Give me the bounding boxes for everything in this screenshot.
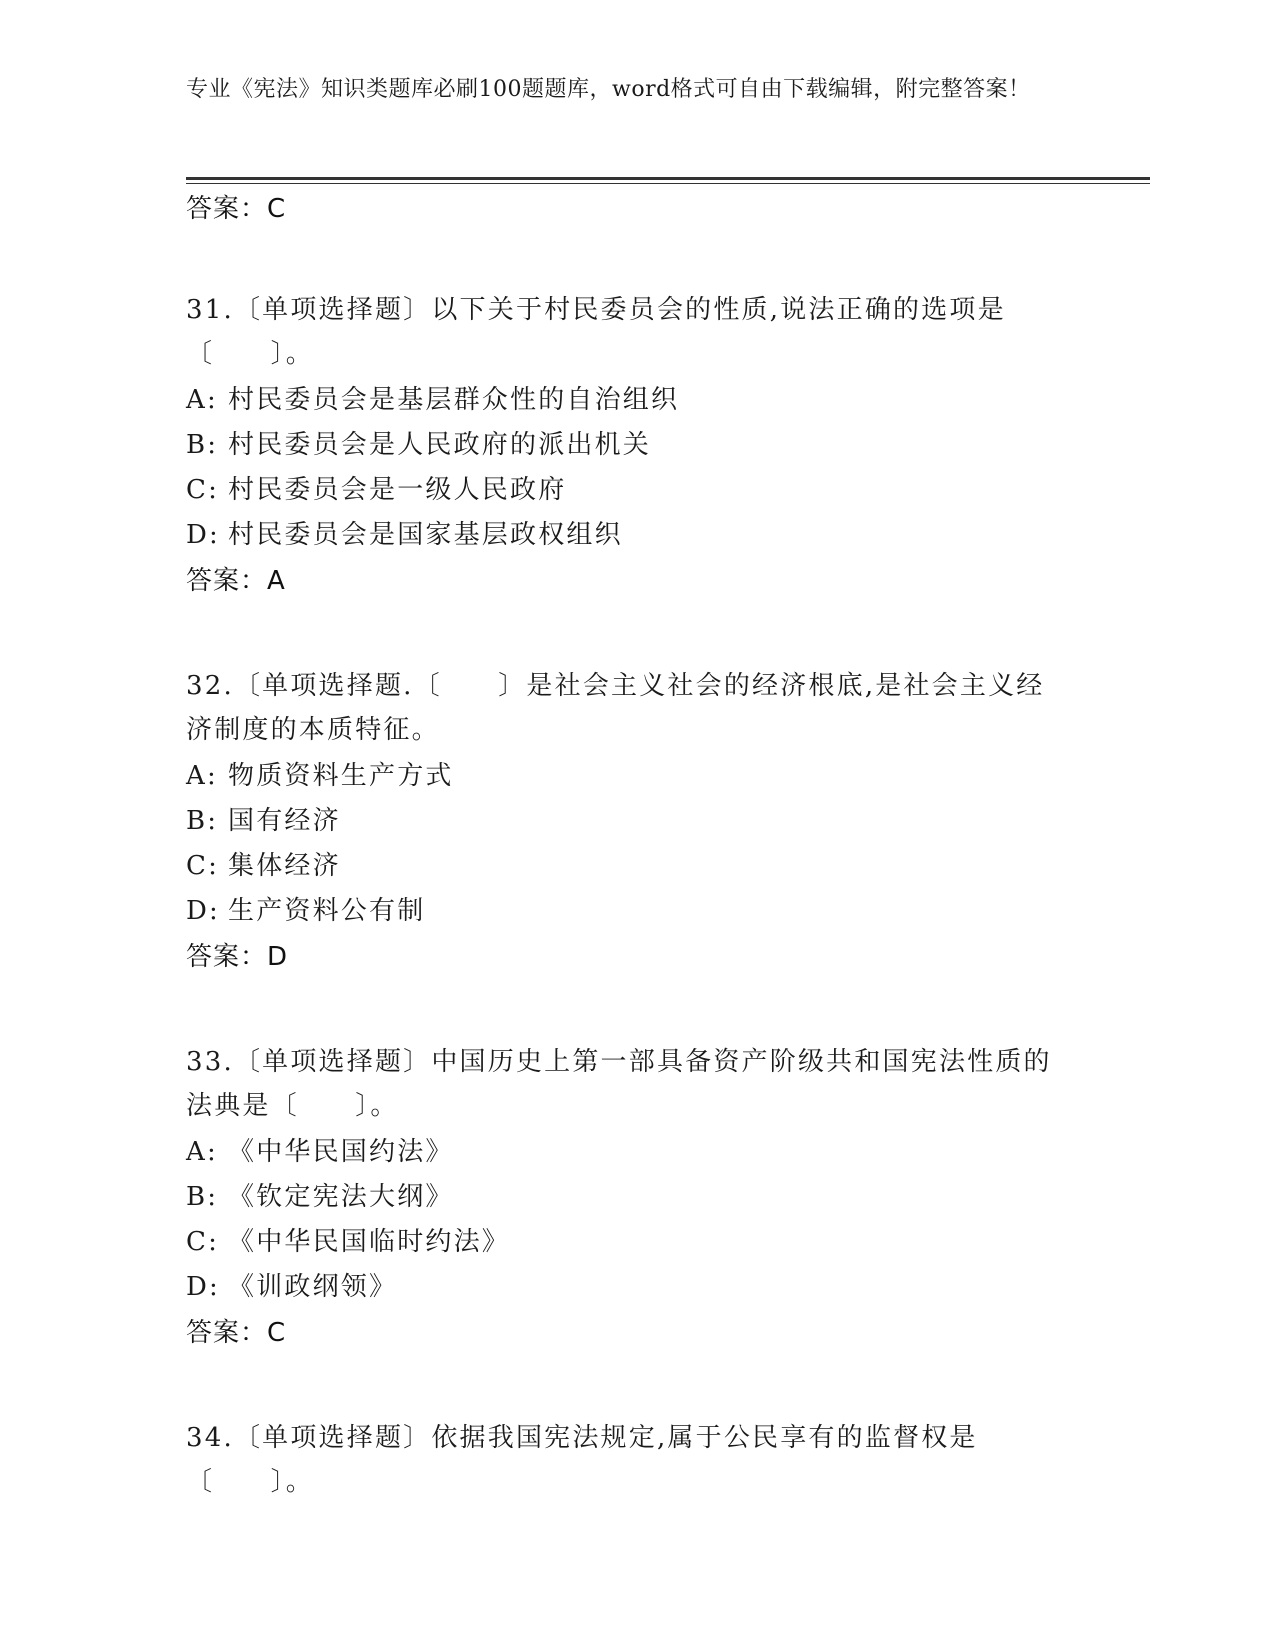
option-letter: A: xyxy=(186,1137,218,1167)
option-b xyxy=(186,1175,1086,1220)
question-stem xyxy=(186,1416,1066,1504)
question-number: 31. xyxy=(186,295,234,325)
option-a xyxy=(186,1130,1086,1175)
option-text: 《钦定宪法大纲》 xyxy=(228,1182,454,1212)
question-31 xyxy=(186,288,1086,604)
header-divider-thin xyxy=(186,183,1150,184)
question-number: 33. xyxy=(186,1047,234,1077)
option-letter: D: xyxy=(186,520,221,550)
option-letter: C: xyxy=(186,1227,220,1257)
option-letter: C: xyxy=(186,475,220,505)
answer-line: 答案：A xyxy=(186,566,286,596)
option-letter: D: xyxy=(186,896,221,926)
option-text: 村民委员会是人民政府的派出机关 xyxy=(228,430,652,460)
option-text: 生产资料公有制 xyxy=(228,896,426,926)
option-text: 《中华民国约法》 xyxy=(228,1137,454,1167)
option-text: 村民委员会是一级人民政府 xyxy=(228,475,567,505)
option-letter: B: xyxy=(186,430,219,460)
option-d xyxy=(186,889,1086,934)
option-list xyxy=(186,754,1086,934)
option-c xyxy=(186,844,1086,889)
question-text: 〔单项选择题〕依据我国宪法规定,属于公民享有的监督权是〔 〕。 xyxy=(186,1423,978,1497)
option-d xyxy=(186,513,1086,558)
option-text: 物质资料生产方式 xyxy=(228,761,454,791)
question-text: 〔单项选择题〕中国历史上第一部具备资产阶级共和国宪法性质的法典是〔 〕。 xyxy=(186,1047,1052,1121)
option-text: 村民委员会是基层群众性的自治组织 xyxy=(228,385,680,415)
question-text: 〔单项选择题〕以下关于村民委员会的性质,说法正确的选项是〔 〕。 xyxy=(186,295,1006,369)
header-divider-thick xyxy=(186,177,1150,180)
header-text: 专业《宪法》知识类题库必刷100题题库，word格式可自由下载编辑，附完整答案！ xyxy=(186,77,1031,102)
question-number: 34. xyxy=(186,1423,234,1453)
option-list xyxy=(186,378,1086,558)
question-34 xyxy=(186,1416,1086,1504)
previous-answer: 答案：C xyxy=(186,194,287,224)
option-letter: A: xyxy=(186,385,218,415)
option-letter: B: xyxy=(186,806,219,836)
option-c xyxy=(186,1220,1086,1265)
question-text: 〔单项选择题.〔 〕是社会主义社会的经济根底,是社会主义经济制度的本质特征。 xyxy=(186,671,1045,745)
option-b xyxy=(186,799,1086,844)
question-stem xyxy=(186,1040,1066,1128)
question-number: 32. xyxy=(186,671,234,701)
option-text: 《训政纲领》 xyxy=(228,1272,398,1302)
answer-line: 答案：C xyxy=(186,1318,287,1348)
question-stem xyxy=(186,288,1066,376)
question-33 xyxy=(186,1040,1086,1356)
question-stem xyxy=(186,664,1066,752)
question-32 xyxy=(186,664,1086,980)
option-b xyxy=(186,423,1086,468)
option-text: 《中华民国临时约法》 xyxy=(228,1227,511,1257)
option-list xyxy=(186,1130,1086,1310)
option-text: 国有经济 xyxy=(228,806,341,836)
option-text: 村民委员会是国家基层政权组织 xyxy=(228,520,623,550)
option-letter: C: xyxy=(186,851,220,881)
option-letter: A: xyxy=(186,761,218,791)
option-text: 集体经济 xyxy=(228,851,341,881)
page-header xyxy=(186,74,1066,106)
answer-line: 答案：D xyxy=(186,942,289,972)
option-letter: B: xyxy=(186,1182,219,1212)
option-letter: D: xyxy=(186,1272,221,1302)
option-d xyxy=(186,1265,1086,1310)
option-a xyxy=(186,754,1086,799)
option-c xyxy=(186,468,1086,513)
question-list xyxy=(186,190,1086,1504)
option-a xyxy=(186,378,1086,423)
